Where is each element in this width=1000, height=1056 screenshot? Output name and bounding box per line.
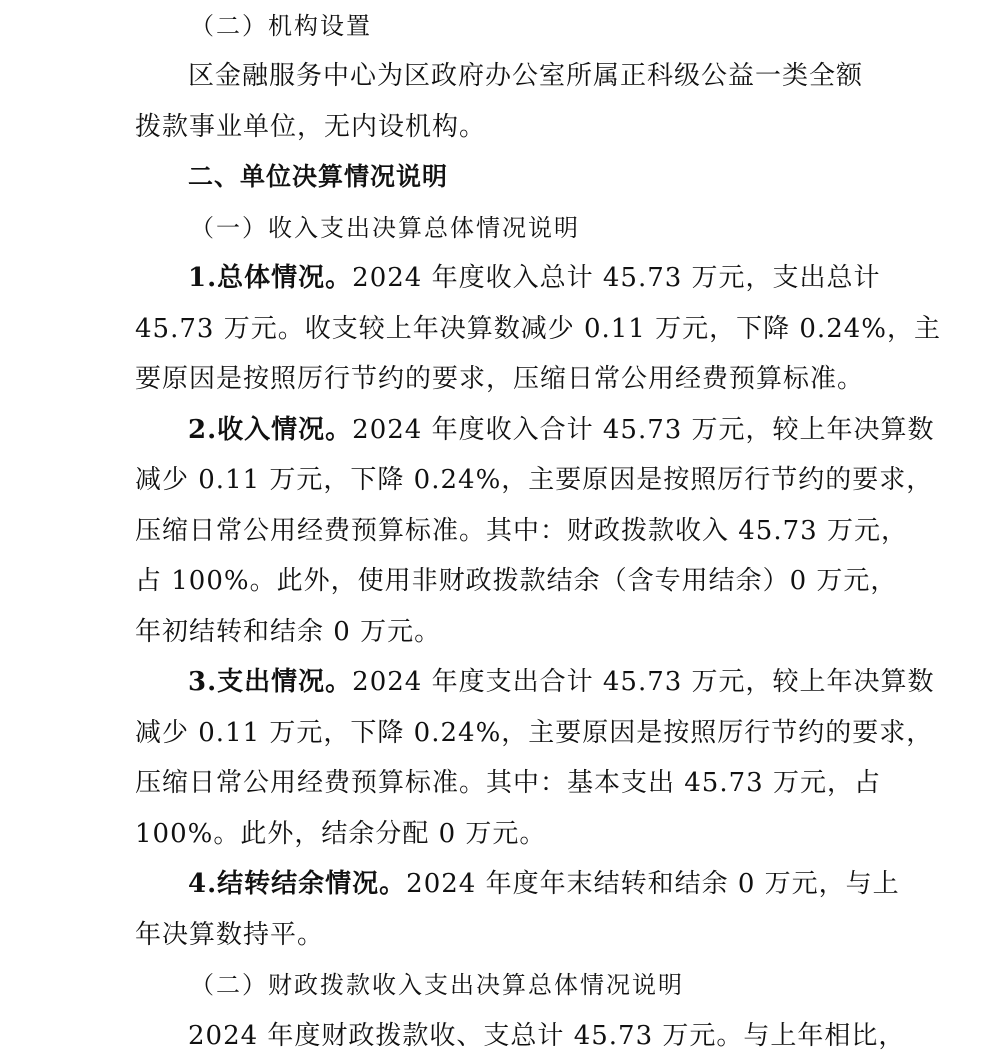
paragraph-line: 要原因是按照厉行节约的要求，压缩日常公用经费预算标准。 bbox=[135, 364, 865, 394]
paragraph-text: 2024 年度年末结转和结余 0 万元，与上 bbox=[406, 869, 900, 899]
lead-overall: 1.总体情况。 bbox=[188, 263, 353, 293]
subsection-heading-income-expenditure: （一）收入支出决算总体情况说明 bbox=[190, 214, 580, 242]
paragraph-line-overall bbox=[188, 261, 881, 295]
paragraph-line: 减少 0.11 万元，下降 0.24%，主要原因是按照厉行节约的要求， bbox=[135, 465, 934, 495]
lead-expenditure: 3.支出情况。 bbox=[188, 667, 353, 697]
paragraph-line: 压缩日常公用经费预算标准。其中：财政拨款收入 45.73 万元， bbox=[135, 516, 908, 546]
subsection-heading-fiscal-appropriation: （二）财政拨款收入支出决算总体情况说明 bbox=[190, 971, 684, 999]
paragraph-line: 年决算数持平。 bbox=[135, 920, 325, 950]
paragraph-text: 2024 年度收入合计 45.73 万元，较上年决算数 bbox=[352, 415, 935, 445]
paragraph-line-expenditure bbox=[188, 665, 935, 699]
paragraph-line: 100%。此外，结余分配 0 万元。 bbox=[135, 819, 547, 849]
lead-carryover: 4.结转结余情况。 bbox=[188, 869, 407, 899]
paragraph-text: 2024 年度支出合计 45.73 万元，较上年决算数 bbox=[352, 667, 935, 697]
paragraph-line: 压缩日常公用经费预算标准。其中：基本支出 45.73 万元，占 bbox=[135, 768, 881, 798]
paragraph-line: 拨款事业单位，无内设机构。 bbox=[135, 112, 487, 142]
paragraph-line: 2024 年度财政拨款收、支总计 45.73 万元。与上年相比， bbox=[188, 1021, 906, 1051]
section-heading-org-setup: （二）机构设置 bbox=[190, 12, 372, 40]
paragraph-line: 占 100%。此外，使用非财政拨款结余（含专用结余）0 万元， bbox=[135, 566, 898, 596]
paragraph-line-carryover bbox=[188, 867, 900, 901]
section-heading-unit-accounts: 二、单位决算情况说明 bbox=[188, 162, 449, 191]
paragraph-text: 2024 年度收入总计 45.73 万元，支出总计 bbox=[352, 263, 881, 293]
paragraph-line-income bbox=[188, 413, 935, 447]
paragraph-line: 区金融服务中心为区政府办公室所属正科级公益一类全额 bbox=[188, 61, 864, 91]
lead-income: 2.收入情况。 bbox=[188, 415, 353, 445]
paragraph-line: 45.73 万元。收支较上年决算数减少 0.11 万元，下降 0.24%，主 bbox=[135, 314, 941, 344]
paragraph-line: 年初结转和结余 0 万元。 bbox=[135, 617, 442, 647]
paragraph-line: 减少 0.11 万元，下降 0.24%，主要原因是按照厉行节约的要求， bbox=[135, 718, 934, 748]
